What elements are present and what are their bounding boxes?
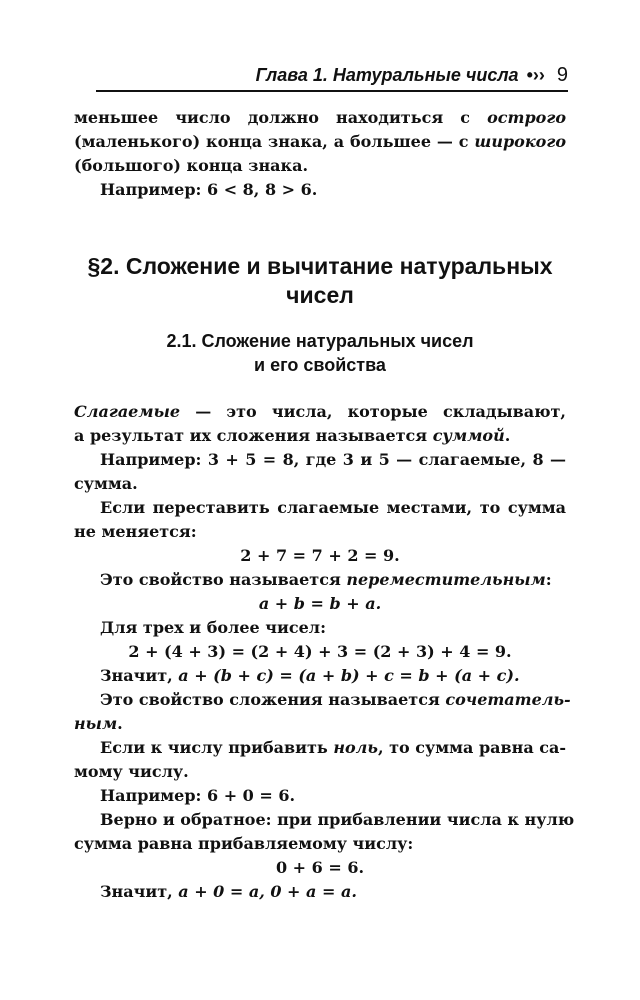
formula-line: Значит, a + 0 = a, 0 + a = a. <box>100 882 357 901</box>
text-line: Например: 6 < 8, 8 > 6. <box>100 180 318 199</box>
text-line: Например: 6 + 0 = 6. <box>100 786 296 805</box>
subsection-title-cont: и его свойства <box>254 355 386 375</box>
text-line: не меняется: <box>74 522 197 541</box>
section-title: §2. Сложение и вычитание натуральных <box>87 253 553 279</box>
formula: 2 + 7 = 7 + 2 = 9. <box>240 546 400 565</box>
text-line: Если переставить слагаемые местами, то сумма <box>100 498 566 517</box>
formula-line: Значит, a + (b + c) = (a + b) + c = b + (a + c). <box>100 666 520 685</box>
section-title-cont: чисел <box>286 282 354 308</box>
text-line: меньшее число должно находиться с острого <box>74 108 566 127</box>
chapter-title: Натуральные числа <box>332 65 519 85</box>
formula: a + b = b + a. <box>258 594 382 613</box>
ornament-icon: •›› <box>526 65 545 85</box>
text-line: (маленького) конца знака, а большее — с широкого <box>74 132 566 151</box>
formula: 0 + 6 = 6. <box>275 858 365 877</box>
text-line: Если к числу прибавить ноль, то сумма равна са- <box>100 738 567 757</box>
text-line: Верно и обратное: при прибавлении числа к нулю <box>100 810 575 829</box>
text-line: ным. <box>74 714 123 733</box>
running-header <box>96 64 568 92</box>
text-line: Для трех и более чисел: <box>100 618 326 637</box>
text-line: сумма равна прибавляемому числу: <box>74 834 414 853</box>
text-line: (большого) конца знака. <box>74 156 309 175</box>
chapter-label: Глава 1. <box>255 65 328 85</box>
text-line: Это свойство называется переместительным: <box>100 570 552 589</box>
text-line: а результат их сложения называется суммой. <box>74 426 511 445</box>
text-line: сумма. <box>74 474 138 493</box>
subsection-title: 2.1. Сложение натуральных чисел <box>166 331 474 351</box>
text-line: Слагаемые — это числа, которые складывают, <box>74 402 566 421</box>
text-line: Это свойство сложения называется сочетатель- <box>100 690 571 709</box>
formula: 2 + (4 + 3) = (2 + 4) + 3 = (2 + 3) + 4 = 9. <box>128 642 512 661</box>
text-line: Например: 3 + 5 = 8, где 3 и 5 — слагаемые, 8 — <box>100 450 566 469</box>
text-line: мому числу. <box>74 762 189 781</box>
page-number: 9 <box>556 64 568 86</box>
